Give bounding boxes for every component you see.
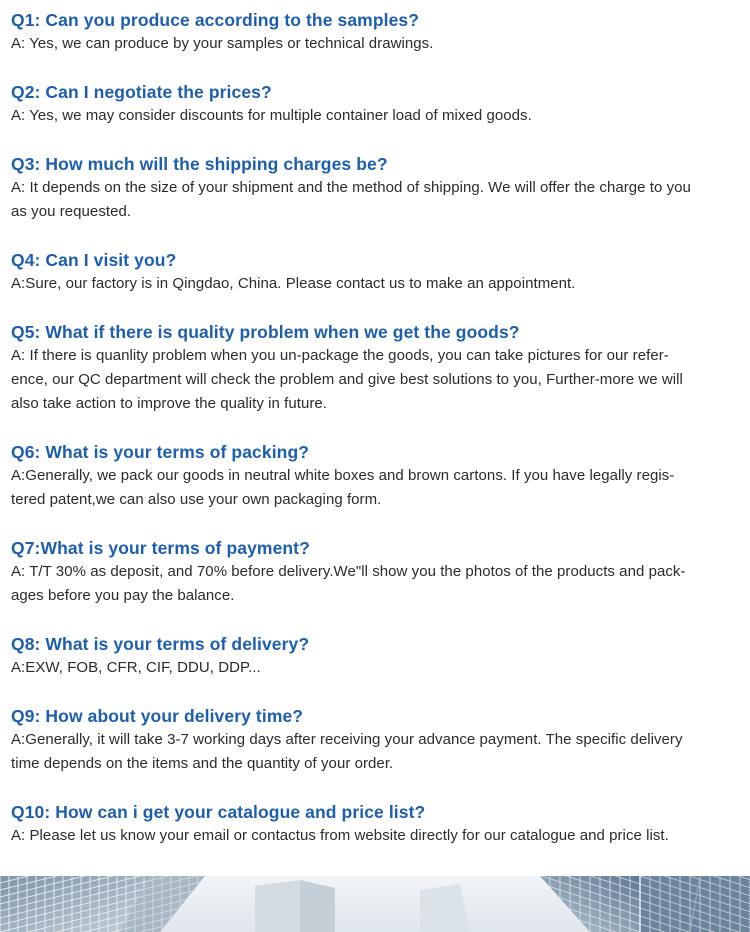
faq-answer-10-line-1: A: Please let us know your email or contactus from website directly for our catalogue and price list.	[11, 827, 669, 844]
skyscraper-graphic	[0, 876, 750, 932]
faq-answer-8	[11, 656, 741, 680]
faq-question-3: Q3: How much will the shipping charges be?	[11, 154, 388, 174]
faq-answer-3-line-1: A: It depends on the size of your shipment and the method of shipping. We will offer the charge to you	[11, 179, 691, 196]
faq-answer-10	[11, 824, 741, 848]
faq-answer-5	[11, 344, 741, 416]
faq-answer-4	[11, 272, 741, 296]
faq-item-6	[11, 440, 741, 512]
faq-answer-9	[11, 728, 741, 776]
faq-item-3	[11, 152, 741, 224]
footer-building-image	[0, 876, 750, 932]
faq-item-2	[11, 80, 741, 128]
faq-answer-7	[11, 560, 741, 608]
faq-answer-2-line-1: A: Yes, we may consider discounts for multiple container load of mixed goods.	[11, 107, 532, 124]
faq-answer-5-line-3: also take action to improve the quality in future.	[11, 395, 328, 412]
faq-item-9	[11, 704, 741, 776]
faq-question-1: Q1: Can you produce according to the samples?	[11, 10, 420, 30]
faq-question-5: Q5: What if there is quality problem when we get the goods?	[11, 322, 520, 342]
faq-answer-9-line-1: A:Generally, it will take 3-7 working days after receiving your advance payment. The specific delivery	[11, 731, 683, 748]
faq-answer-6-line-1: A:Generally, we pack our goods in neutral white boxes and brown cartons. If you have legally regis-	[11, 467, 675, 484]
faq-item-5	[11, 320, 741, 416]
faq-item-4	[11, 248, 741, 296]
faq-answer-3	[11, 176, 741, 224]
faq-question-10: Q10: How can i get your catalogue and price list?	[11, 802, 426, 822]
faq-answer-4-line-1: A:Sure, our factory is in Qingdao, China. Please contact us to make an appointment.	[11, 275, 576, 292]
faq-question-2: Q2: Can I negotiate the prices?	[11, 82, 272, 102]
faq-answer-1	[11, 32, 741, 56]
faq-question-8: Q8: What is your terms of delivery?	[11, 634, 310, 654]
faq-answer-8-line-1: A:EXW, FOB, CFR, CIF, DDU, DDP...	[11, 659, 261, 676]
faq-answer-2	[11, 104, 741, 128]
faq-answer-5-line-1: A: If there is quanlity problem when you un-package the goods, you can take pictures for our refer-	[11, 347, 669, 364]
faq-answer-6	[11, 464, 741, 512]
faq-question-4: Q4: Can I visit you?	[11, 250, 177, 270]
faq-list	[11, 8, 741, 848]
faq-question-7: Q7:What is your terms of payment?	[11, 538, 310, 558]
faq-answer-6-line-2: tered patent,we can also use your own packaging form.	[11, 491, 382, 508]
faq-answer-7-line-2: ages before you pay the balance.	[11, 587, 235, 604]
faq-question-6: Q6: What is your terms of packing?	[11, 442, 310, 462]
faq-answer-5-line-2: ence, our QC department will check the problem and give best solutions to you, Further-more we will	[11, 371, 683, 388]
faq-item-8	[11, 632, 741, 680]
faq-question-9: Q9: How about your delivery time?	[11, 706, 304, 726]
faq-answer-1-line-1: A: Yes, we can produce by your samples or technical drawings.	[11, 35, 434, 52]
faq-item-10	[11, 800, 741, 848]
faq-answer-3-line-2: as you requested.	[11, 203, 132, 220]
faq-item-1	[11, 8, 741, 56]
faq-item-7	[11, 536, 741, 608]
faq-answer-9-line-2: time depends on the items and the quantity of your order.	[11, 755, 394, 772]
faq-answer-7-line-1: A: T/T 30% as deposit, and 70% before delivery.We"ll show you the photos of the products and pack-	[11, 563, 686, 580]
